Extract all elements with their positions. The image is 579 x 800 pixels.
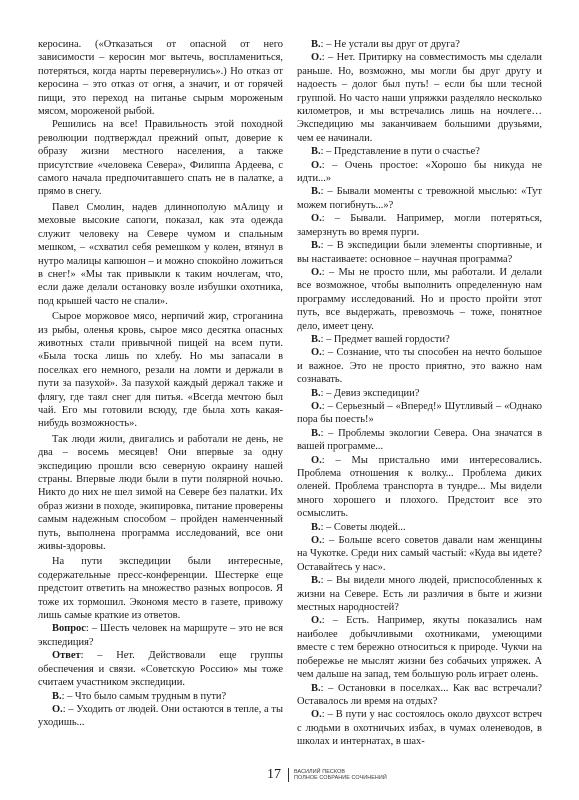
qa-text: : – Есть. Например, якуты показались нам наиболее добычливыми охотниками, умеющими вместе с тем бережно относиться к природе. Чукчи на побережье не мыслят жизни без собачьих упряжек. А чем дальше на запад, тем большую роль играет олень. <box>297 615 542 681</box>
speaker-label: О. <box>311 213 322 225</box>
speaker-label: Ответ <box>52 650 81 662</box>
speaker-label: О. <box>311 400 322 412</box>
speaker-label: В. <box>311 240 321 252</box>
speaker-label: О. <box>311 159 322 171</box>
speaker-label: О. <box>311 266 322 278</box>
qa-text: : – Вы видели много людей, приспособленных к жизни на Севере. Есть ли различия в быте и жизни местных народностей? <box>297 575 542 614</box>
qa-text: : – Мы пристально ими интересовались. Проблема отношения к волку... Проблема диких оленей. Проблема транспорта в тундре... Мы видели много хорошего и плохого. Предстоит все это осмыслить. <box>297 454 542 520</box>
speaker-label: В. <box>311 521 321 533</box>
qa-question <box>297 333 542 346</box>
qa-answer <box>297 454 542 521</box>
qa-answer <box>297 400 542 427</box>
qa-text: : – В экспедиции были элементы спортивные, и вы настаиваете: основное – научная программа? <box>297 240 542 265</box>
qa-answer <box>297 346 542 386</box>
speaker-label: О. <box>52 703 63 715</box>
qa-question <box>297 682 542 709</box>
speaker-label: Вопрос <box>52 623 86 635</box>
speaker-label: О. <box>311 709 322 721</box>
qa-question <box>38 622 283 649</box>
speaker-label: В. <box>311 575 321 587</box>
speaker-label: В. <box>311 333 321 345</box>
paragraph: керосина. («Отказаться от опасной от него зависимости – керосин мог вытечь, воспламениться, потеряться, когда нарты перевернулись».) Но отказ от керосина – это отказ от огня, а значит, и от горячей пищи, это переход на питанье сырым мороженым мясом, мороженой рыбой. <box>38 39 283 118</box>
speaker-label: О. <box>311 454 322 466</box>
left-column <box>38 38 283 730</box>
page-number: 17 <box>267 767 281 782</box>
qa-text: : – Девиз экспедиции? <box>320 387 420 399</box>
qa-text: : – Уходить от людей. Они остаются в тепле, а ты уходишь... <box>38 703 283 729</box>
qa-text: : – Предмет вашей гордости? <box>320 333 450 345</box>
speaker-label: О. <box>311 347 322 359</box>
qa-text: : – Нет. Действовали еще группы обеспечения и связи. «Советскую Россию» мы тоже считаем участником экспедиции. <box>38 650 283 689</box>
qa-text: : – Не устали вы друг от друга? <box>320 39 460 50</box>
qa-answer <box>297 159 542 186</box>
qa-text: : – Остановки в поселках... Как вас встречали? Оставалось ли время на отдых? <box>297 682 542 707</box>
qa-text: : – В пути у нас состоялось около двухсот встреч с людьми в охотничьих избах, в чумах оленеводов, в школах и интернатах, в шах- <box>297 709 542 748</box>
page-footer <box>0 766 579 788</box>
qa-text: : – Представление в пути о счастье? <box>320 146 480 158</box>
speaker-label: О. <box>311 52 322 64</box>
qa-question <box>297 427 542 454</box>
qa-text: : – Что было самым трудным в пути? <box>61 690 227 702</box>
qa-question <box>38 690 283 703</box>
qa-text: : – Нет. Притирку на совместимость мы сделали раньше. Но, возможно, мы могли бы друг другу и надоесть – долог был путь! – если бы шли тесной группой. Но часто наши упряжки разделяло несколько километров, и мы встречались лишь на ночлеге…Экспедицию мы заканчиваем большими друзьями, чем ее начинали. <box>297 52 542 144</box>
qa-question <box>297 387 542 400</box>
qa-answer <box>297 212 542 239</box>
paragraph: Решились на все! Правильность этой походной революции подтверждал прежний опыт, доверие к образу жизни местного населения, а также присутствие «человека Севера», Филиппа Ардеева, с самого начала предпочитавшего спать не в палатке, а прямо в снегу. <box>38 119 283 198</box>
paragraph: Павел Смолин, надев длиннополую мАлицу и меховые высокие сапоги, показал, как эта одежда служит человеку на Севере чумом и спальным мешком, – «схватил себя ремешком у колен, втянул в нутро малицы капюшон – и можно спокойно ложиться в снег!» «Мы так привыкли к таким ночлегам, что, если даже делали остановку возле избушки охотника, под крышей часто не спали». <box>38 201 283 307</box>
paragraph: Сырое моржовое мясо, нерпичий жир, строганина из рыбы, оленья кровь, сырое мясо десятка опасных животных стали привычной пищей на всем пути. «Была тоска лишь по хлебу. Но мы запасали в поселках его немного, резали на ломти и держали в пути за пазухой». За пазухой каждый держал также и флягу, где таял снег для питья. «Всегда мечтою был чай. Его мы готовили всюду, где была хоть какая-нибудь возможность». <box>38 311 283 430</box>
qa-text: : – Советы людей... <box>320 521 406 533</box>
qa-text: : – Сознание, что ты способен на нечто большое и важное. Это не просто приятно, это важно нам сознавать. <box>297 347 542 386</box>
qa-text: : – Шесть человек на маршруте – это не вся экспедиция? <box>38 623 283 648</box>
speaker-label: В. <box>311 682 321 694</box>
speaker-label: В. <box>311 387 321 399</box>
qa-question <box>297 521 542 534</box>
speaker-label: В. <box>311 427 321 439</box>
qa-text: : – Мы не просто шли, мы работали. И делали все возможное, чтобы выполнить определенную нам программу исследований. Но и просто пройти этот путь, все выдержать, превозмочь – тоже, понятное дело, имеет цену. <box>297 266 542 332</box>
qa-text: : – Серьезный – «Вперед!» Шутливый – «Однако пора бы поесть!» <box>297 400 542 426</box>
qa-answer <box>38 703 283 730</box>
qa-question <box>297 185 542 212</box>
qa-answer <box>297 51 542 145</box>
qa-answer <box>297 266 542 333</box>
qa-question <box>297 145 542 158</box>
qa-answer <box>297 614 542 681</box>
speaker-label: В. <box>52 690 62 702</box>
speaker-label: О. <box>311 615 322 627</box>
series-title: ПОЛНОЕ СОБРАНИЕ СОЧИНЕНИЙ <box>294 775 387 782</box>
qa-text: : – Проблемы экологии Севера. Она значатся в вашей программе... <box>297 427 542 453</box>
qa-text: : – Больше всего советов давали нам женщины на Чукотке. Среди них самый частый: «Куда вы идете? Оставайтесь у нас». <box>297 535 542 573</box>
qa-text: : – Очень простое: «Хорошо бы никуда не идти...» <box>297 159 542 185</box>
speaker-label: В. <box>311 146 321 158</box>
paragraph: На пути экспедиции были интересные, содержательные пресс-конференции. Шестерке еще предстоит ответить на множество разных вопросов. Я тоже их тормошил. Экономя место в газете, привожу лишь самые краткие из ответов. <box>38 556 283 622</box>
author-name: ВАСИЛИЙ ПЕСКОВ <box>294 769 346 775</box>
qa-text: : – Бывали моменты с тревожной мыслью: «Тут можем погибнуть...»? <box>297 186 542 211</box>
qa-question <box>297 38 542 51</box>
qa-text: : – Бывали. Например, могли потеряться, замерзнуть во время пурги. <box>297 213 542 238</box>
qa-answer <box>297 708 542 748</box>
right-column <box>297 38 542 749</box>
footer-divider <box>288 768 289 782</box>
speaker-label: В. <box>311 39 321 50</box>
qa-question <box>297 239 542 266</box>
qa-answer <box>38 649 283 689</box>
speaker-label: В. <box>311 186 321 198</box>
speaker-label: О. <box>311 535 322 547</box>
paragraph: Так люди жили, двигались и работали не день, не два – восемь месяцев! Они впервые за одну экспедицию прошли всю северную окраину нашей страны. Впервые люди были в пути полярной ночью. Никто до них не шел зимой на Севере без палатки. Их образ жизни в походе, экипировка, питание проверены самым надежным способом – пройден наменченный путь, выполнена программа исследований, все они живы-здоровы. <box>38 433 283 553</box>
qa-question <box>297 574 542 614</box>
footer-author-block <box>294 769 387 782</box>
qa-answer <box>297 534 542 574</box>
